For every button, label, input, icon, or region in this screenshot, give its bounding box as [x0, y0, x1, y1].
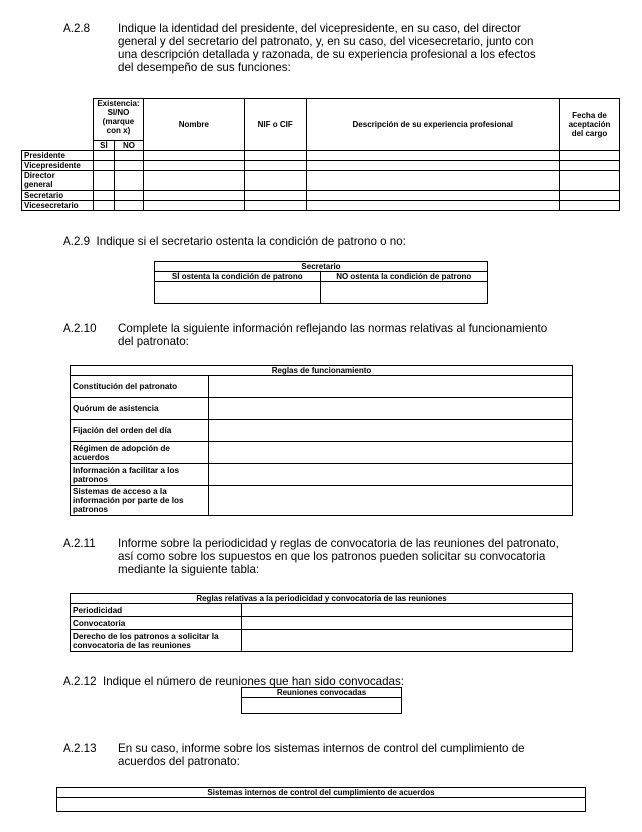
control-systems-title: Sistemas internos de control del cumplimiento de acuerdos — [57, 788, 586, 798]
description-cell[interactable] — [306, 171, 559, 191]
nif-header: NIF o CIF — [244, 99, 306, 151]
no-cell[interactable] — [114, 171, 143, 191]
yes-patron-cell[interactable] — [155, 282, 321, 304]
meetings-count-cell[interactable] — [242, 698, 402, 714]
section-text — [118, 22, 579, 74]
nif-cell[interactable] — [244, 161, 306, 171]
rule-value[interactable] — [208, 398, 572, 420]
section-text: Indique el número de reuniones que han sido convocadas: — [102, 675, 404, 688]
name-cell[interactable] — [143, 191, 244, 201]
name-cell[interactable] — [143, 171, 244, 191]
description-cell[interactable] — [306, 161, 559, 171]
rule-label: Quórum de asistencia — [71, 398, 209, 420]
description-header: Descripción de su experiencia profesional — [306, 99, 559, 151]
description-cell[interactable] — [306, 191, 559, 201]
rule-value[interactable] — [208, 420, 572, 442]
section-number: A.2.12 — [63, 675, 97, 688]
rule-value[interactable] — [208, 376, 572, 398]
secretary-table — [154, 261, 488, 304]
date-cell[interactable] — [559, 191, 619, 201]
section-text: Informe sobre la periodicidad y reglas de convocatoria de las reuniones del patronato, así como sobre los supuestos en que los patronos pueden solicitar su convocatoria mediante la siguiente tabla: — [118, 537, 559, 576]
description-cell[interactable] — [306, 151, 559, 161]
section-text: Indique si el secretario ostenta la condición de patrono o no: — [96, 235, 406, 248]
date-cell[interactable] — [559, 151, 619, 161]
yes-cell[interactable] — [93, 191, 114, 201]
yes-cell[interactable] — [93, 201, 114, 211]
row-label: Secretario — [22, 191, 94, 201]
nif-cell[interactable] — [244, 151, 306, 161]
rule-value[interactable] — [208, 464, 572, 486]
section-a29 — [63, 235, 583, 248]
meeting-rule-label: Derecho de los patronos a solicitar la convocatoria de las reuniones — [71, 630, 242, 652]
meeting-rule-label: Convocatoria — [71, 617, 242, 630]
rule-label: Sistemas de acceso a la información por parte de los patronos — [71, 486, 209, 516]
rule-label: Información a facilitar a los patronos — [71, 464, 209, 486]
meeting-rule-value[interactable] — [241, 630, 572, 652]
rule-value[interactable] — [208, 442, 572, 464]
section-text: En su caso, informe sobre los sistemas internos de control del cumplimiento de acuerdos del patronato: — [118, 742, 525, 768]
text-line: una descripción detallada y razonada, de su experiencia profesional a los efectos — [118, 48, 536, 61]
existence-header: Existencia: SI/NO (marque con x) — [93, 99, 143, 141]
no-cell[interactable] — [114, 191, 143, 201]
name-cell[interactable] — [143, 161, 244, 171]
row-label: Vicesecretario — [22, 201, 94, 211]
meetings-rules-title: Reglas relativas a la periodicidad y convocatoria de las reuniones — [71, 594, 573, 604]
control-systems-table — [56, 787, 586, 812]
no-cell[interactable] — [114, 161, 143, 171]
yes-cell[interactable] — [93, 161, 114, 171]
no-header: NO — [114, 141, 143, 151]
name-cell[interactable] — [143, 151, 244, 161]
text-line: Indique la identidad del presidente, del vicepresidente, en su caso, del director — [118, 22, 521, 35]
no-cell[interactable] — [114, 201, 143, 211]
section-number: A.2.11 — [63, 537, 96, 550]
no-cell[interactable] — [114, 151, 143, 161]
meetings-count-title: Reuniones convocadas — [242, 688, 402, 698]
rule-label: Régimen de adopción de acuerdos — [71, 442, 209, 464]
section-number: A.2.8 — [63, 22, 91, 35]
rule-label: Constitución del patronato — [71, 376, 209, 398]
text-line: del desempeño de sus funciones: — [118, 61, 291, 74]
nif-cell[interactable] — [244, 191, 306, 201]
nif-cell[interactable] — [244, 171, 306, 191]
yes-patron-header: SÍ ostenta la condición de patrono — [155, 272, 321, 282]
date-cell[interactable] — [559, 161, 619, 171]
yes-cell[interactable] — [93, 151, 114, 161]
date-cell[interactable] — [559, 171, 619, 191]
name-cell[interactable] — [143, 201, 244, 211]
meeting-rule-value[interactable] — [241, 617, 572, 630]
date-header: Fecha de aceptación del cargo — [559, 99, 619, 151]
empty-corner — [22, 99, 94, 151]
yes-cell[interactable] — [93, 171, 114, 191]
text-line: general y del secretario del patronato, y, en su caso, del vicesecretario, junto con — [118, 35, 534, 48]
operating-rules-title: Reglas de funcionamiento — [71, 366, 573, 376]
section-number: A.2.13 — [63, 742, 97, 755]
control-systems-cell[interactable] — [57, 798, 586, 812]
row-label: Vicepresidente — [22, 161, 94, 171]
rule-value[interactable] — [208, 486, 572, 516]
operating-rules-table — [70, 365, 573, 516]
yes-header: SÍ — [93, 141, 114, 151]
meeting-rule-value[interactable] — [241, 604, 572, 617]
no-patron-cell[interactable] — [320, 282, 488, 304]
section-text: Complete la siguiente información reflejando las normas relativas al funcionamiento del patronato: — [118, 322, 548, 348]
meetings-count-table — [241, 687, 402, 714]
nif-cell[interactable] — [244, 201, 306, 211]
section-number: A.2.10 — [63, 322, 97, 335]
name-header: Nombre — [143, 99, 244, 151]
identity-table — [21, 98, 620, 211]
no-patron-header: NO ostenta la condición de patrono — [320, 272, 488, 282]
date-cell[interactable] — [559, 201, 619, 211]
secretary-title: Secretario — [155, 262, 488, 272]
meetings-rules-table — [70, 593, 573, 652]
rule-label: Fijación del orden del día — [71, 420, 209, 442]
section-number: A.2.9 — [63, 235, 91, 248]
description-cell[interactable] — [306, 201, 559, 211]
row-label: Presidente — [22, 151, 94, 161]
row-label: Director general — [22, 171, 94, 191]
meeting-rule-label: Periodicidad — [71, 604, 242, 617]
